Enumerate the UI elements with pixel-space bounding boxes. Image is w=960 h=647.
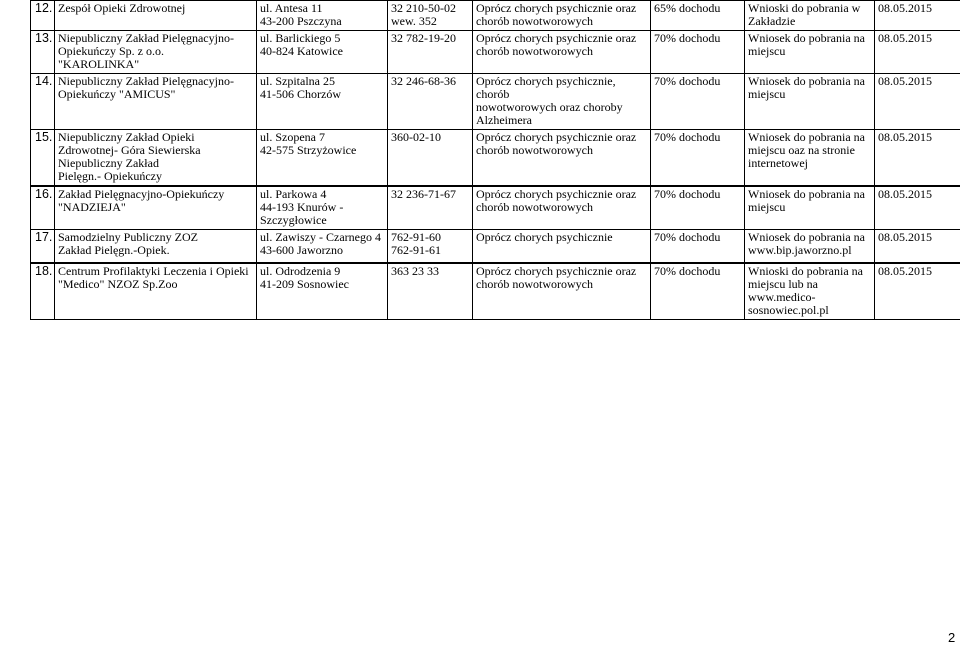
application-info [745,263,875,320]
facility-name-line: Samodzielny Publiczny ZOZ [58,230,198,244]
table-row [31,230,960,263]
application-info-line: Wniosek do pobrania na [748,230,865,244]
update-date-text: 08.05.2015 [878,230,932,244]
application-info [745,186,875,230]
facility-phone [388,263,473,320]
facility-phone-line: 762-91-61 [391,243,441,257]
update-date [875,130,960,187]
facility-name-line: Opiekuńczy Sp. z o.o. [58,44,164,58]
facility-name-line: Zdrowotnej- Góra Siewierska [58,143,201,157]
row-number-text: 16. [35,187,53,201]
facility-address-line: ul. Odrodzenia 9 [260,263,341,278]
application-info [745,1,875,31]
row-number [31,74,55,130]
application-info-line: internetowej [748,156,808,170]
update-date [875,74,960,130]
row-number [31,230,55,263]
update-date-text: 08.05.2015 [878,1,932,15]
admission-scope-line: chorób nowotworowych [476,276,593,291]
admission-scope [473,1,651,31]
facility-address-line: ul. Parkowa 4 [260,187,327,201]
facility-address-line: ul. Antesa 11 [260,1,323,15]
row-number [31,186,55,230]
application-info [745,74,875,130]
facility-phone [388,186,473,230]
facility-address-line: ul. Szopena 7 [260,130,325,144]
fee-info [651,186,745,230]
admission-scope-line: Oprócz chorych psychicznie oraz [476,263,637,278]
application-info [745,230,875,263]
facility-address [257,1,388,31]
update-date [875,31,960,74]
update-date [875,230,960,263]
admission-scope-line: Oprócz chorych psychicznie [476,230,613,244]
fee-info [651,263,745,320]
facility-phone-line: 32 782-19-20 [391,31,456,45]
facility-name-line: Zespół Opieki Zdrowotnej [58,1,186,15]
facility-name-line: "Medico" NZOZ Sp.Zoo [58,276,178,291]
facility-name [55,263,257,320]
facility-phone [388,130,473,187]
page-number: 2 [948,630,956,645]
fee-info [651,230,745,263]
application-info-line: Zakładzie [748,14,796,28]
facility-name [55,230,257,263]
row-number [31,1,55,31]
fee-info [651,130,745,187]
table-row [31,186,960,230]
application-info [745,130,875,187]
fee-info-text: 70% dochodu [654,74,721,88]
admission-scope-line: Oprócz chorych psychicznie oraz [476,187,637,201]
admission-scope [473,130,651,187]
facility-name [55,186,257,230]
update-date-text: 08.05.2015 [878,263,932,278]
fee-info [651,74,745,130]
admission-scope-line: Alzheimera [476,113,532,127]
update-date-text: 08.05.2015 [878,31,932,45]
admission-scope [473,186,651,230]
facility-name-line: Pielęgn.- Opiekuńczy [58,169,162,183]
table-row [31,263,960,320]
admission-scope-line: nowotworowych oraz choroby [476,100,623,114]
facility-address [257,230,388,263]
facility-address-line: 41-506 Chorzów [260,87,341,101]
row-number-text: 12. [35,1,53,15]
fee-info-text: 70% dochodu [654,31,721,45]
facility-name-line: Niepubliczny Zakład [58,156,159,170]
facility-address-line: ul. Zawiszy - Czarnego 4 [260,230,381,244]
update-date [875,263,960,320]
facility-phone [388,31,473,74]
application-info-line: miejscu oaz na stronie [748,143,855,157]
facility-name-line: Centrum Profilaktyki Leczenia i Opieki [58,263,249,278]
table-row [31,74,960,130]
table-row [31,130,960,187]
facility-name-line: Niepubliczny Zakład Opieki [58,130,195,144]
update-date [875,186,960,230]
facility-phone-line: 32 210-50-02 [391,1,456,15]
row-number-text: 18. [35,263,53,278]
facility-name [55,1,257,31]
facility-phone [388,1,473,31]
row-number-text: 15. [35,130,53,144]
fee-info-text: 70% dochodu [654,263,721,278]
fee-info [651,31,745,74]
facility-address-line: 43-600 Jaworzno [260,243,343,257]
facility-name [55,31,257,74]
admission-scope [473,31,651,74]
fee-info-text: 70% dochodu [654,230,721,244]
facility-name-line: "KAROLINKA" [58,57,140,71]
application-info-line: Wnioski do pobrania w [748,1,861,15]
row-number [31,31,55,74]
table-row [31,1,960,31]
table-body [31,1,960,320]
facility-address [257,186,388,230]
facility-address [257,263,388,320]
facility-phone-line: wew. 352 [391,14,437,28]
admission-scope-line: chorób nowotworowych [476,44,593,58]
update-date [875,1,960,31]
admission-scope-line: Oprócz chorych psychicznie oraz [476,130,637,144]
application-info [745,31,875,74]
facility-name-line: Niepubliczny Zakład Pielęgnacyjno- [58,31,234,45]
facility-phone-line: 363 23 33 [391,263,439,278]
application-info-line: www.bip.jaworzno.pl [748,243,852,257]
facility-address-line: 40-824 Katowice [260,44,343,58]
fee-info-text: 70% dochodu [654,187,721,201]
admission-scope [473,230,651,263]
application-info-line: sosnowiec.pol.pl [748,302,829,317]
application-info-line: miejscu [748,44,786,58]
admission-scope-line: Oprócz chorych psychicznie, chorób [476,74,616,101]
facility-phone [388,230,473,263]
admission-scope [473,263,651,320]
facility-name-line: Zakład Pielęgn.-Opiek. [58,243,170,257]
row-number [31,263,55,320]
facility-phone-line: 360-02-10 [391,130,441,144]
row-number-text: 17. [35,230,53,244]
update-date-text: 08.05.2015 [878,130,932,144]
row-number-text: 13. [35,31,53,45]
admission-scope [473,74,651,130]
fee-info-text: 65% dochodu [654,1,721,15]
facility-phone-line: 762-91-60 [391,230,441,244]
facility-name-line: Opiekuńczy "AMICUS" [58,87,176,101]
admission-scope-line: chorób nowotworowych [476,143,593,157]
facility-phone [388,74,473,130]
facility-address-line: 41-209 Sosnowiec [260,276,349,291]
row-number-text: 14. [35,74,53,88]
application-info-line: miejscu [748,87,786,101]
facility-address-line: 42-575 Strzyżowice [260,143,357,157]
admission-scope-line: Oprócz chorych psychicznie oraz [476,1,637,15]
facility-name [55,74,257,130]
facility-address [257,130,388,187]
application-info-line: Wniosek do pobrania na [748,74,865,88]
facility-name [55,130,257,187]
facility-address [257,31,388,74]
facility-address-line: Szczygłowice [260,213,327,227]
application-info-line: www.medico- [748,289,816,304]
application-info-line: Wniosek do pobrania na [748,31,865,45]
facility-name-line: Niepubliczny Zakład Pielęgnacyjno- [58,74,234,88]
facility-address-line: ul. Barlickiego 5 [260,31,341,45]
facilities-table [30,0,960,320]
application-info-line: Wnioski do pobrania na [748,263,863,278]
fee-info-text: 70% dochodu [654,130,721,144]
facility-name-line: "NADZIEJA" [58,200,126,214]
admission-scope-line: chorób nowotworowych [476,14,593,28]
application-info-line: miejscu [748,200,786,214]
facility-name-line: Zakład Pielęgnacyjno-Opiekuńczy [58,187,225,201]
application-info-line: Wniosek do pobrania na [748,187,865,201]
fee-info [651,1,745,31]
application-info-line: miejscu lub na [748,276,818,291]
update-date-text: 08.05.2015 [878,187,932,201]
table-row [31,31,960,74]
admission-scope-line: chorób nowotworowych [476,200,593,214]
facility-address-line: ul. Szpitalna 25 [260,74,335,88]
facility-phone-line: 32 236-71-67 [391,187,456,201]
facility-phone-line: 32 246-68-36 [391,74,456,88]
facility-address-line: 43-200 Pszczyna [260,14,342,28]
update-date-text: 08.05.2015 [878,74,932,88]
application-info-line: Wniosek do pobrania na [748,130,865,144]
row-number [31,130,55,187]
facility-address [257,74,388,130]
facility-address-line: 44-193 Knurów - [260,200,344,214]
admission-scope-line: Oprócz chorych psychicznie oraz [476,31,637,45]
